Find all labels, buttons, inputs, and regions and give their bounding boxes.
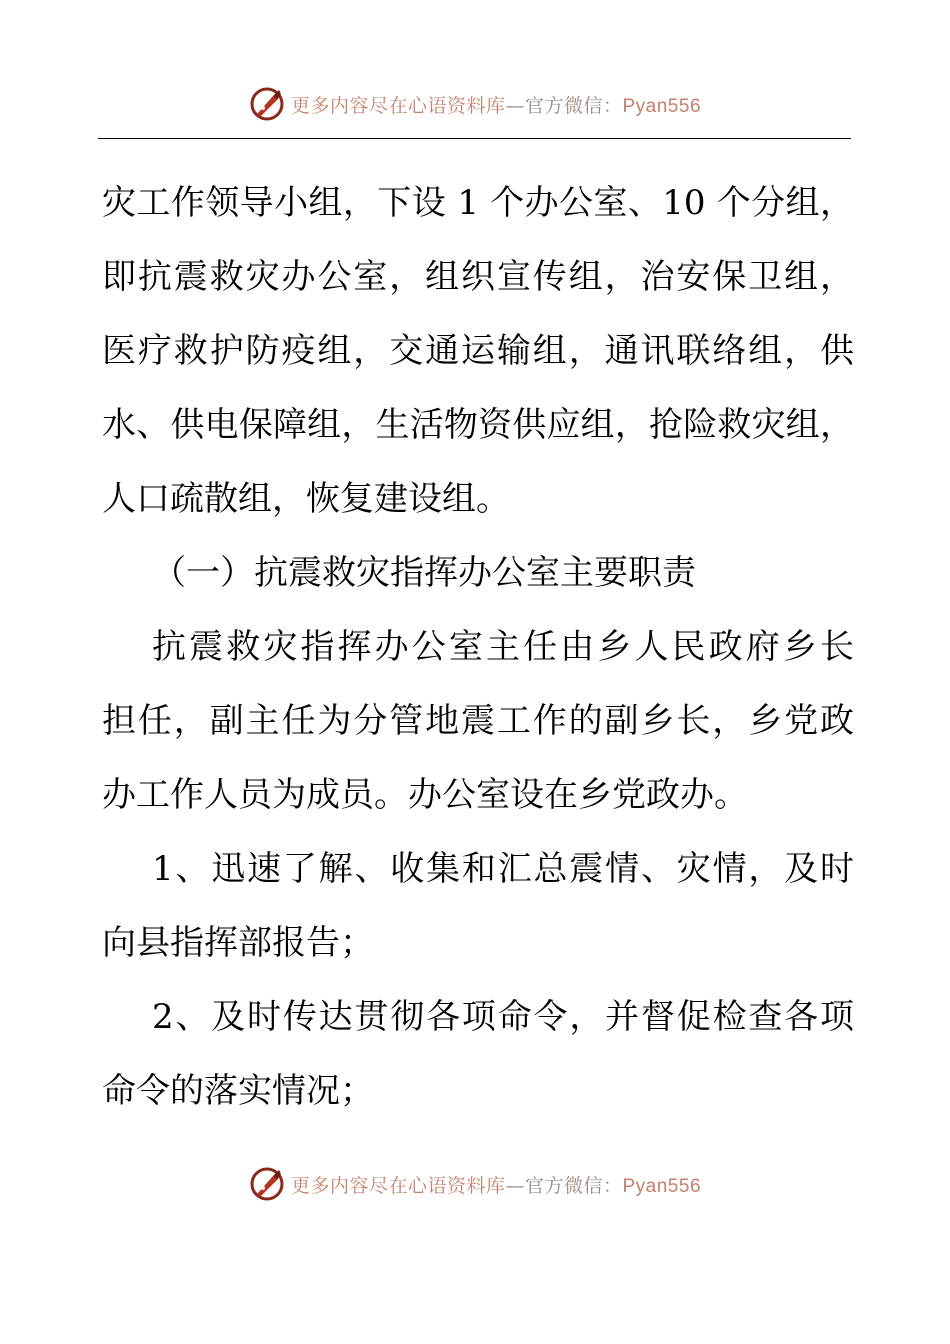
header-divider: [98, 138, 851, 139]
footer-banner: [0, 1164, 950, 1204]
header-wechat-label: —官方微信：: [505, 94, 623, 117]
body-line: 水、供电保障组，生活物资供应组，抢险救灾组，: [102, 405, 854, 445]
body-line: 担任，副主任为分管地震工作的副乡长，乡党政: [102, 701, 854, 741]
pen-logo-icon: [249, 1166, 285, 1202]
body-line: 抗震救灾指挥办公室主任由乡人民政府乡长: [152, 627, 854, 667]
document-body: [102, 166, 854, 1128]
section-heading: （一）抗震救灾指挥办公室主要职责: [152, 553, 696, 593]
header-wechat-account: Pyan556: [622, 95, 702, 117]
header-banner: [0, 84, 950, 124]
footer-wechat-account: Pyan556: [622, 1175, 702, 1197]
body-line: 人口疏散组，恢复建设组。: [102, 479, 510, 519]
body-line: 灾工作领导小组，下设 1 个办公室、10 个分组，: [102, 183, 854, 223]
list-item-line: 向县指挥部报告；: [102, 923, 374, 963]
list-item-line: 命令的落实情况；: [102, 1071, 374, 1111]
footer-site-text: 更多内容尽在心语资料库: [290, 1174, 506, 1197]
footer-wechat-label: —官方微信：: [505, 1174, 623, 1197]
body-line: 办工作人员为成员。办公室设在乡党政办。: [102, 775, 748, 815]
list-item-line: 2、及时传达贯彻各项命令，并督促检查各项: [152, 997, 854, 1037]
pen-logo-icon: [249, 86, 285, 122]
header-site-text: 更多内容尽在心语资料库: [290, 94, 506, 117]
body-line: 即抗震救灾办公室，组织宣传组，治安保卫组，: [102, 257, 854, 297]
footer-banner-text: [291, 1171, 701, 1198]
list-item-line: 1、迅速了解、收集和汇总震情、灾情，及时: [152, 849, 854, 889]
body-line: 医疗救护防疫组，交通运输组，通讯联络组，供: [102, 331, 854, 371]
header-banner-text: [291, 91, 701, 118]
